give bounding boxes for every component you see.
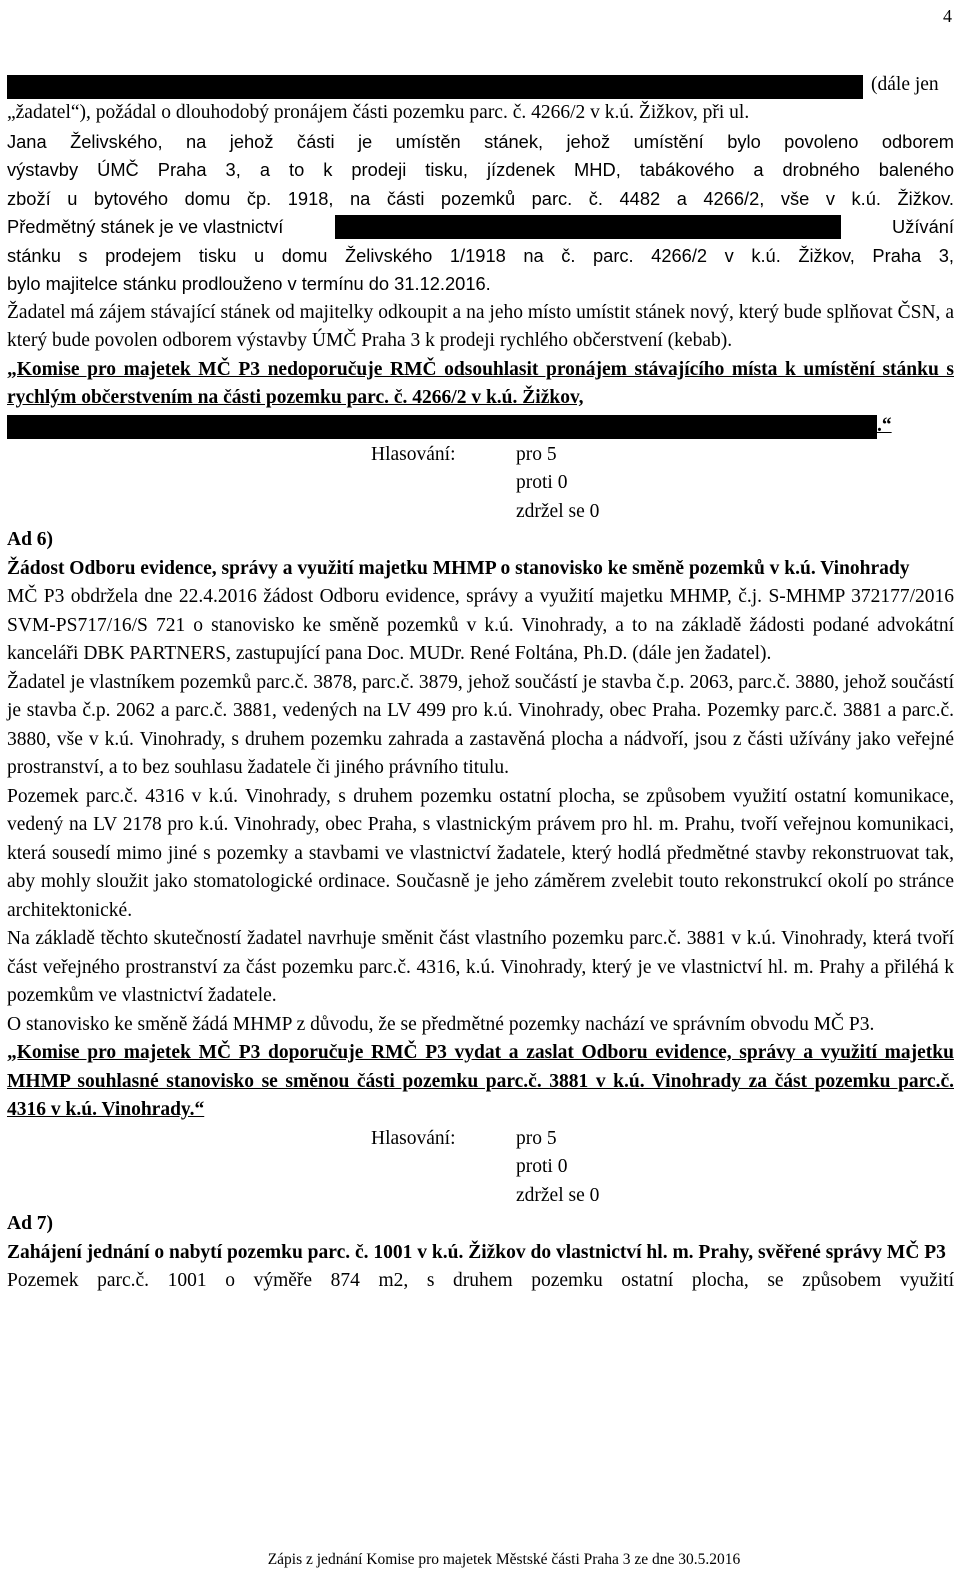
intro-line-7: stánku s prodejem tisku u domu Želivského 1/1918 na č. parc. 4266/2 v k.ú. Žižkov, Praha 3, bbox=[7, 244, 954, 266]
ad6-title: Ad 6) bbox=[7, 529, 54, 550]
ad6-paragraph-5: O stanovisko ke směně žádá MHMP z důvodu, že se předmětné pozemky nachází ve správním obvodu MČ P3. bbox=[7, 1013, 875, 1035]
redacted-line bbox=[7, 71, 954, 99]
intro-line-6-end: Užívání bbox=[892, 216, 954, 237]
redaction-bar bbox=[7, 415, 877, 439]
page-footer bbox=[0, 1546, 960, 1575]
ad6-paragraph-4: Na základě těchto skutečností žadatel navrhuje směnit část vlastního pozemku parc.č. 3881 v k.ú. Vinohrady, která tvoří část veřejného prostranství za část pozemku parc.č. 4316, k.ú. Vinohrady, který je ve vlastnictví hl. m. Prahy a přiléhá k pozemkům ve vlastnictví žadatele. bbox=[7, 928, 954, 1006]
vote-proti: proti 0 bbox=[516, 472, 568, 493]
redaction-bar bbox=[335, 215, 841, 239]
vote-pro: pro 5 bbox=[516, 1127, 557, 1149]
document-body bbox=[7, 71, 954, 1296]
vote-zdrzel: zdržel se 0 bbox=[516, 1184, 600, 1206]
resolution-1 bbox=[7, 356, 954, 413]
intro-line-3: Jana Želivského, na jehož části je umístěn stánek, jehož umístění bylo povoleno odborem bbox=[7, 130, 954, 152]
resolution-1-text: „Komise pro majetek MČ P3 nedoporučuje RMČ odsouhlasit pronájem stávajícího místa k umístění stánku s rychlým občerstvením na části pozemku parc. č. 4266/2 v k.ú. Žižkov, bbox=[7, 358, 954, 408]
vote-block-2 bbox=[371, 1125, 954, 1211]
intro-line-5: zboží u bytového domu čp. 1918, na části pozemků parc. č. 4482 a 4266/2, vše v k.ú. Žižkov. bbox=[7, 187, 954, 209]
ad6-heading: Žádost Odboru evidence, správy a využití majetku MHMP o stanovisko ke směně pozemků v k.ú. Vinohrady bbox=[7, 557, 910, 579]
redaction-bar bbox=[7, 75, 863, 99]
intro-paragraph-2: Žadatel má zájem stávající stánek od majitelky odkoupit a na jeho místo umístit stánek nový, který bude splňovat ČSN, a který bude povolen odborem výstavby ÚMČ Praha 3 k prodeji rychlého občerstvení (kebab). bbox=[7, 301, 954, 351]
intro-line-6 bbox=[7, 213, 954, 242]
vote-label: Hlasování: bbox=[371, 443, 456, 465]
ad7-heading: Zahájení jednání o nabytí pozemku parc. č. 1001 v k.ú. Žižkov do vlastnictví hl. m. Prahy, svěřené správy MČ P3 bbox=[7, 1241, 946, 1263]
intro-line-2: „žadatel“), požádal o dlouhodobý pronájem části pozemku parc. č. 4266/2 v k.ú. Žižkov, při ul. bbox=[7, 102, 750, 123]
page-number: 4 bbox=[943, 6, 952, 26]
intro-line-4: výstavby ÚMČ Praha 3, a to k prodeji tisku, jízdenek MHD, tabákového a drobného baleného bbox=[7, 159, 954, 180]
ad7-title: Ad 7) bbox=[7, 1213, 54, 1234]
ad7-paragraph-1: Pozemek parc.č. 1001 o výměře 874 m2, s druhem pozemku ostatní plocha, se způsobem využití bbox=[7, 1270, 954, 1291]
footer-text: Zápis z jednání Komise pro majetek Městské části Praha 3 ze dne 30.5.2016 bbox=[267, 1551, 741, 1568]
vote-proti: proti 0 bbox=[516, 1156, 568, 1177]
resolution-2 bbox=[7, 1039, 954, 1125]
intro-line-1-tail: (dále jen bbox=[871, 73, 939, 95]
resolution-1-end: .“ bbox=[877, 415, 892, 437]
intro-line-6-start: Předmětný stánek je ve vlastnictví bbox=[7, 216, 284, 237]
vote-label: Hlasování: bbox=[371, 1127, 456, 1149]
resolution-1-redacted-line bbox=[7, 413, 954, 441]
resolution-2-text: „Komise pro majetek MČ P3 doporučuje RMČ P3 vydat a zaslat Odboru evidence, správy a využití majetku MHMP souhlasné stanovisko se směnou části pozemku parc.č. 3881 v k.ú. Vinohrady za část pozemku parc.č. 4316 v k.ú. Vinohrady.“ bbox=[7, 1042, 954, 1120]
ad6-paragraph-1: MČ P3 obdržela dne 22.4.2016 žádost Odboru evidence, správy a využití majetku MHMP, č.j. S-MHMP 372177/2016 SVM-PS717/16/S 721 o stanovisko ke směně pozemků v k.ú. Vinohrady, a to na základě žádosti podané advokátní kanceláři DBK PARTNERS, zastupující pana Doc. MUDr. René Foltána, Ph.D. (dále jen žadatel). bbox=[7, 586, 954, 664]
ad6-paragraph-3: Pozemek parc.č. 4316 v k.ú. Vinohrady, s druhem pozemku ostatní plocha, se způsobem využití ostatní komunikace, vedený na LV 2178 pro k.ú. Vinohrady, obec Praha, s vlastnickým právem pro hl. m. Prahu, tvoří veřejnou komunikaci, která sousedí mimo jiné s pozemky a stavbami ve vlastnictví žadatele, který hodlá předmětné stavby rekonstruovat tak, aby mohly sloužit jako stomatologické ordinace. Současně je jeho záměrem zvelebit touto rekonstrukcí okolí po stránce architektonické. bbox=[7, 785, 954, 921]
ad6-paragraph-2: Žadatel je vlastníkem pozemků parc.č. 3878, parc.č. 3879, jehož součástí je stavba č.p. 2063, parc.č. 3880, jehož součástí je stavba č.p. 2062 a parc.č. 3881, vedených na LV 499 pro k.ú. Vinohrady, obec Praha. Pozemky parc.č. 3881 a parc.č. 3880, vše v k.ú. Vinohrady, s druhem pozemku zahrada a zastavěná plocha a nádvoří, jsou z části užívány jako veřejné prostranství, a to bez souhlasu žadatele či jiného právního titulu. bbox=[7, 671, 954, 778]
vote-pro: pro 5 bbox=[516, 443, 557, 465]
intro-line-8: bylo majitelce stánku prodlouženo v termínu do 31.12.2016. bbox=[7, 273, 491, 294]
vote-zdrzel: zdržel se 0 bbox=[516, 500, 600, 522]
vote-block-1 bbox=[371, 441, 954, 527]
